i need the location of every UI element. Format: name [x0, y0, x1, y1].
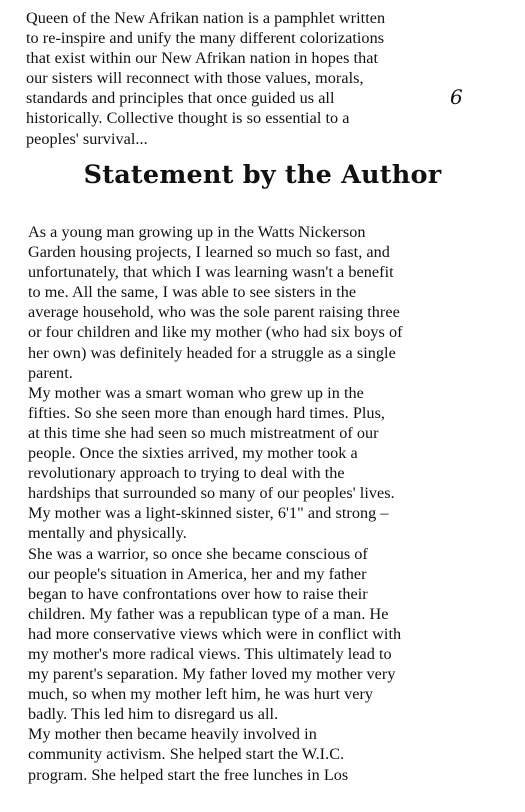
- body-line: revolutionary approach to trying to deal with the: [28, 464, 345, 483]
- body-line: My mother was a smart woman who grew up in the: [28, 383, 364, 402]
- body-line: mentally and physically.: [28, 524, 187, 543]
- body-line: My mother then became heavily involved in: [28, 725, 317, 744]
- body-line: She was a warrior, so once she became conscious of: [28, 544, 368, 563]
- body-line: children. My father was a republican type of a man. He: [28, 604, 389, 623]
- body-line: my mother's more radical views. This ultimately lead to: [28, 644, 392, 663]
- body-line: hardships that surrounded so many of our peoples' lives.: [28, 484, 395, 503]
- body-line: Garden housing projects, I learned so much so fast, and: [28, 243, 390, 262]
- intro-line: our sisters will reconnect with those values, morals,: [26, 69, 364, 88]
- body-line: badly. This led him to disregard us all.: [28, 705, 279, 724]
- body-line: our people's situation in America, her and my father: [28, 564, 367, 583]
- intro-line: that exist within our New Afrikan nation in hopes that: [26, 49, 379, 68]
- intro-line: standards and principles that once guided us all: [26, 89, 335, 108]
- handwritten-margin-mark: 6: [450, 85, 463, 109]
- body-line: As a young man growing up in the Watts Nickerson: [28, 223, 366, 241]
- body-line: unfortunately, that which I was learning wasn't a benefit: [28, 263, 394, 282]
- body-line: at this time she had seen so much mistreatment of our: [28, 423, 379, 442]
- body-line: people. Once the sixties arrived, my mother took a: [28, 444, 358, 463]
- body-line: parent.: [28, 363, 73, 382]
- body-line: to me. All the same, I was able to see sisters in the: [28, 283, 357, 302]
- intro-line: historically. Collective thought is so essential to a: [26, 109, 350, 128]
- body-line: my parent's separation. My father loved my mother very: [28, 665, 396, 684]
- body-line: fifties. So she seen more than enough hard times. Plus,: [28, 403, 386, 422]
- body-line: average household, who was the sole parent raising three: [28, 303, 400, 322]
- body-line: program. She helped start the free lunches in Los: [28, 765, 349, 784]
- body-line: My mother was a light-skinned sister, 6'1" and strong –: [28, 504, 389, 523]
- body-line: much, so when my mother left him, he was hurt very: [28, 685, 374, 704]
- body-line: had more conservative views which were in conflict with: [28, 624, 402, 643]
- intro-line: Queen of the New Afrikan nation is a pamphlet written: [26, 9, 386, 27]
- intro-line: to re-inspire and unify the many different colorizations: [26, 29, 385, 48]
- body-line: community activism. She helped start the W.I.C.: [28, 745, 345, 764]
- body-line: began to have confrontations over how to raise their: [28, 584, 368, 603]
- body-text: [28, 222, 508, 785]
- body-line: her own) was definitely headed for a struggle as a single: [28, 343, 396, 362]
- section-heading: Statement by the Author: [83, 160, 442, 190]
- intro-paragraph: [26, 8, 506, 149]
- intro-line: peoples' survival...: [26, 129, 148, 148]
- body-line: or four children and like my mother (who had six boys of: [28, 323, 403, 342]
